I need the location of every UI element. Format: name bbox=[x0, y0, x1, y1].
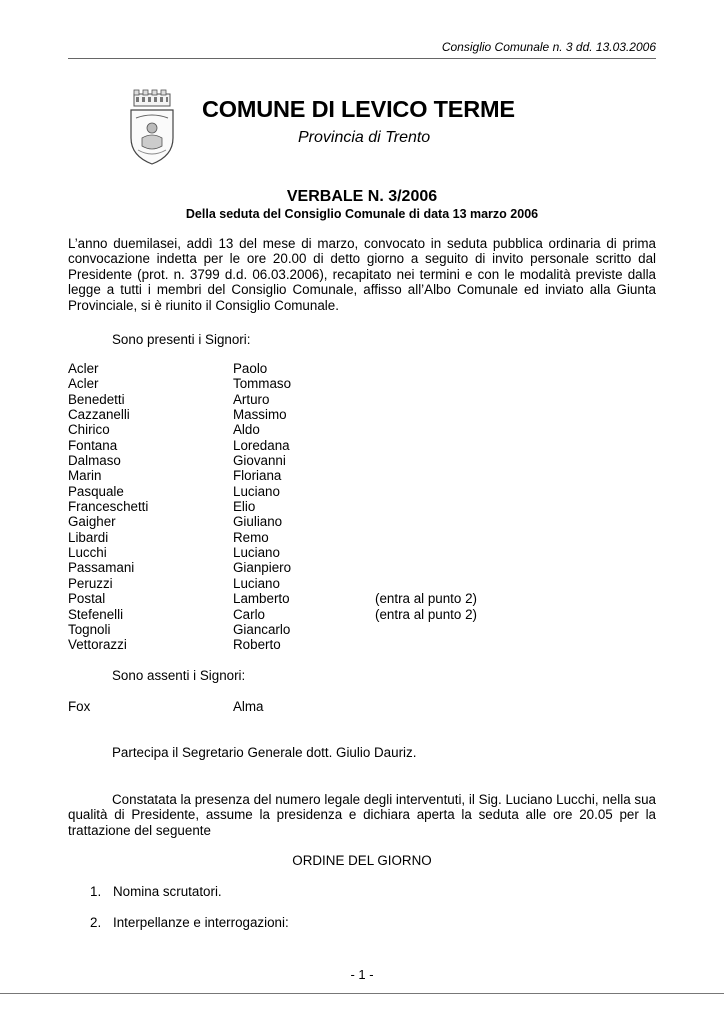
member-row bbox=[68, 361, 656, 376]
absent-members-list bbox=[68, 699, 656, 714]
agenda-item-text: Nomina scrutatori. bbox=[113, 884, 222, 899]
member-row bbox=[68, 622, 656, 637]
member-name: Giancarlo bbox=[233, 621, 291, 637]
member-row bbox=[68, 376, 656, 391]
member-name: Roberto bbox=[233, 637, 281, 653]
member-row bbox=[68, 484, 656, 499]
member-row bbox=[68, 422, 656, 437]
quorum-paragraph: Constatata la presenza del numero legale degli interventuti, il Sig. Luciano Lucchi, nella sua qualità di Presidente, assume la presidenza e dichiara aperta la seduta alle ore 20.05 per la trattazione del seguente bbox=[68, 792, 656, 838]
member-row bbox=[68, 530, 656, 545]
member-row bbox=[68, 392, 656, 407]
member-surname: Benedetti bbox=[68, 391, 125, 407]
present-members-list bbox=[68, 361, 656, 653]
member-surname: Stefenelli bbox=[68, 606, 124, 622]
agenda-item bbox=[90, 884, 222, 899]
member-surname: Postal bbox=[68, 591, 106, 607]
member-surname: Gaigher bbox=[68, 514, 116, 530]
member-name: Giuliano bbox=[233, 514, 283, 530]
page-number: - 1 - bbox=[350, 967, 374, 982]
member-surname: Franceschetti bbox=[68, 499, 149, 515]
header-divider bbox=[68, 58, 656, 59]
member-note: (entra al punto 2) bbox=[375, 606, 477, 622]
member-row bbox=[68, 499, 656, 514]
province-name: Provincia di Trento bbox=[298, 129, 431, 146]
member-surname: Libardi bbox=[68, 529, 109, 545]
member-name: Carlo bbox=[233, 606, 265, 622]
member-name: Lamberto bbox=[233, 591, 290, 607]
member-row bbox=[68, 607, 656, 622]
member-name: Gianpiero bbox=[233, 560, 292, 576]
agenda-title: ORDINE DEL GIORNO bbox=[292, 853, 432, 868]
member-surname: Fox bbox=[68, 699, 91, 714]
footer-divider bbox=[0, 993, 724, 994]
member-name: Loredana bbox=[233, 437, 290, 453]
municipal-crest-icon bbox=[126, 88, 178, 166]
member-surname: Passamani bbox=[68, 560, 135, 576]
member-row bbox=[68, 637, 656, 652]
member-surname: Fontana bbox=[68, 437, 118, 453]
member-name: Massimo bbox=[233, 407, 287, 423]
present-heading: Sono presenti i Signori: bbox=[112, 332, 251, 347]
member-surname: Acler bbox=[68, 361, 99, 376]
member-row bbox=[68, 591, 656, 606]
member-surname: Tognoli bbox=[68, 621, 111, 637]
member-name: Elio bbox=[233, 499, 256, 515]
member-row bbox=[68, 514, 656, 529]
member-surname: Vettorazzi bbox=[68, 637, 127, 653]
member-row bbox=[68, 453, 656, 468]
intro-paragraph: L’anno duemilasei, addì 13 del mese di marzo, convocato in seduta pubblica ordinaria di prima convocazione indetta per le ore 20.00 di detto giorno a seguito di invito personale scritto dal Presidente (prot. n. 3799 d.d. 06.03.2006), recapitato nei termini e con le modalità previste dalla legge a tutti i membri del Consiglio Comunale, affisso all’Albo Comunale ed inviato alla Giunta Provinciale, si è riunito il Consiglio Comunale. bbox=[68, 236, 656, 313]
member-name: Luciano bbox=[233, 575, 280, 591]
municipality-name: COMUNE DI LEVICO TERME bbox=[202, 96, 515, 122]
agenda-item-number: 1. bbox=[90, 884, 102, 899]
member-name: Remo bbox=[233, 529, 269, 545]
member-surname: Marin bbox=[68, 468, 102, 484]
member-surname: Lucchi bbox=[68, 545, 107, 561]
member-surname: Cazzanelli bbox=[68, 407, 130, 423]
member-surname: Dalmaso bbox=[68, 453, 121, 469]
secretary-paragraph: Partecipa il Segretario Generale dott. Giulio Dauriz. bbox=[112, 745, 417, 760]
member-row bbox=[68, 438, 656, 453]
member-name: Luciano bbox=[233, 545, 280, 561]
member-name: Floriana bbox=[233, 468, 282, 484]
member-surname: Pasquale bbox=[68, 483, 124, 499]
member-name: Aldo bbox=[233, 422, 260, 438]
member-row bbox=[68, 699, 656, 714]
agenda-item-number: 2. bbox=[90, 915, 102, 930]
member-row bbox=[68, 545, 656, 560]
member-name: Arturo bbox=[233, 391, 270, 407]
member-surname: Chirico bbox=[68, 422, 110, 438]
document-subtitle: Della seduta del Consiglio Comunale di data 13 marzo 2006 bbox=[185, 207, 539, 221]
member-row bbox=[68, 576, 656, 591]
member-name: Alma bbox=[233, 699, 264, 714]
member-row bbox=[68, 468, 656, 483]
running-header: Consiglio Comunale n. 3 dd. 13.03.2006 bbox=[441, 40, 656, 54]
agenda-item-text: Interpellanze e interrogazioni: bbox=[113, 915, 289, 930]
member-row bbox=[68, 407, 656, 422]
member-surname: Acler bbox=[68, 376, 99, 392]
member-name: Luciano bbox=[233, 483, 280, 499]
absent-heading: Sono assenti i Signori: bbox=[112, 668, 246, 683]
agenda-item bbox=[90, 915, 289, 930]
member-note: (entra al punto 2) bbox=[375, 591, 477, 607]
document-title: VERBALE N. 3/2006 bbox=[286, 188, 438, 205]
member-row bbox=[68, 560, 656, 575]
member-name: Tommaso bbox=[233, 376, 292, 392]
member-name: Giovanni bbox=[233, 453, 286, 469]
member-name: Paolo bbox=[233, 361, 268, 376]
member-surname: Peruzzi bbox=[68, 575, 113, 591]
